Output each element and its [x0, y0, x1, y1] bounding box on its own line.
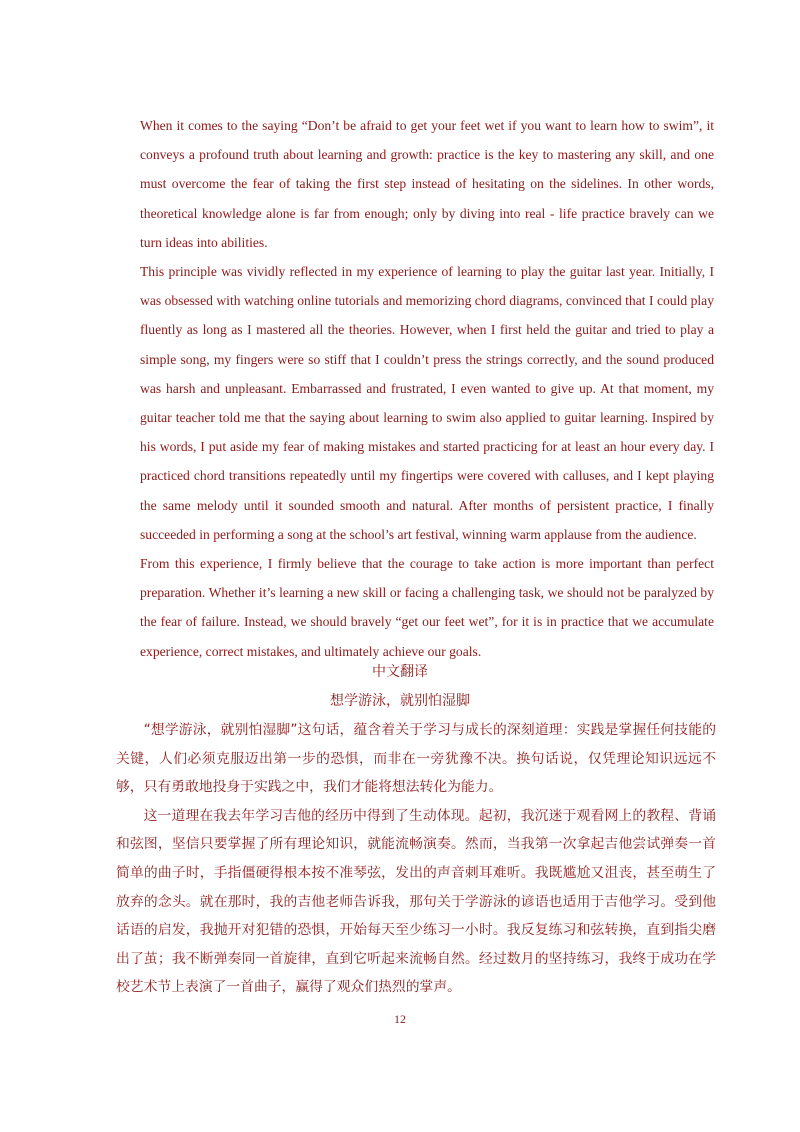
english-paragraph-3: From this experience, I firmly believe that the courage to take action is more important than perfect preparation. Whether it’s learning a new skill or facing a challenging task, we should not be paralyzed by the fear of failure. Instead, we should bravely “get our feet wet”, for it is in practice that we accumulate experience, correct mistakes, and ultimately achieve our goals. — [140, 556, 714, 659]
translation-heading: 中文翻译 — [372, 664, 428, 680]
chinese-paragraph-1: “想学游泳，就别怕湿脚”这句话，蕴含着关于学习与成长的深刻道理：实践是掌握任何技能的关键，人们必须克服迈出第一步的恐惧，而非在一旁犹豫不决。换句话说，仅凭理论知识远远不够，只有勇敢地投身于实践之中，我们才能将想法转化为能力。 — [116, 722, 716, 796]
english-paragraph-1: When it comes to the saying “Don’t be afraid to get your feet wet if you want to learn how to swim”, it conveys a profound truth about learning and growth: practice is the key to mastering any skill, and one must overcome the fear of taking the first step instead of hesitating on the sidelines. In other words, theoretical knowledge alone is far from enough; only by diving into real - life practice bravely can we turn ideas into abilities. — [140, 118, 714, 250]
page-number: 12 — [394, 1012, 406, 1026]
chinese-paragraph-2: 这一道理在我去年学习吉他的经历中得到了生动体现。起初，我沉迷于观看网上的教程、背诵和弦图，坚信只要掌握了所有理论知识，就能流畅演奏。然而，当我第一次拿起吉他尝试弹奏一首简单的曲子时，手指僵硬得根本按不准琴弦，发出的声音刺耳难听。我既尴尬又沮丧，甚至萌生了放弃的念头。就在那时，我的吉他老师告诉我，那句关于学游泳的谚语也适用于吉他学习。受到他话语的启发，我抛开对犯错的恐惧，开始每天至少练习一小时。我反复练习和弦转换，直到指尖磨出了茧；我不断弹奏同一首旋律，直到它听起来流畅自然。经过数月的坚持练习，我终于成功在学校艺术节上表演了一首曲子，赢得了观众们热烈的掌声。 — [116, 807, 716, 996]
chinese-translation — [116, 716, 716, 1002]
english-paragraph-2: This principle was vividly reflected in my experience of learning to play the guitar last year. Initially, I was obsessed with watching online tutorials and memorizing chord diagrams, convinced that I could play fluently as long as I mastered all the theories. However, when I first held the guitar and tried to play a simple song, my fingers were so stiff that I couldn’t press the strings correctly, and the sound produced was harsh and unpleasant. Embarrassed and frustrated, I even wanted to give up. At that moment, my guitar teacher told me that the saying about learning to swim also applied to guitar learning. Inspired by his words, I put aside my fear of making mistakes and started practicing for at least an hour every day. I practiced chord transitions repeatedly until my fingertips were covered with calluses, and I kept playing the same melody until it sounded smooth and natural. After months of persistent practice, I finally succeeded in performing a song at the school’s art festival, winning warm applause from the audience. — [140, 264, 714, 542]
translation-title: 想学游泳，就别怕湿脚 — [330, 693, 470, 709]
english-essay — [140, 111, 714, 666]
